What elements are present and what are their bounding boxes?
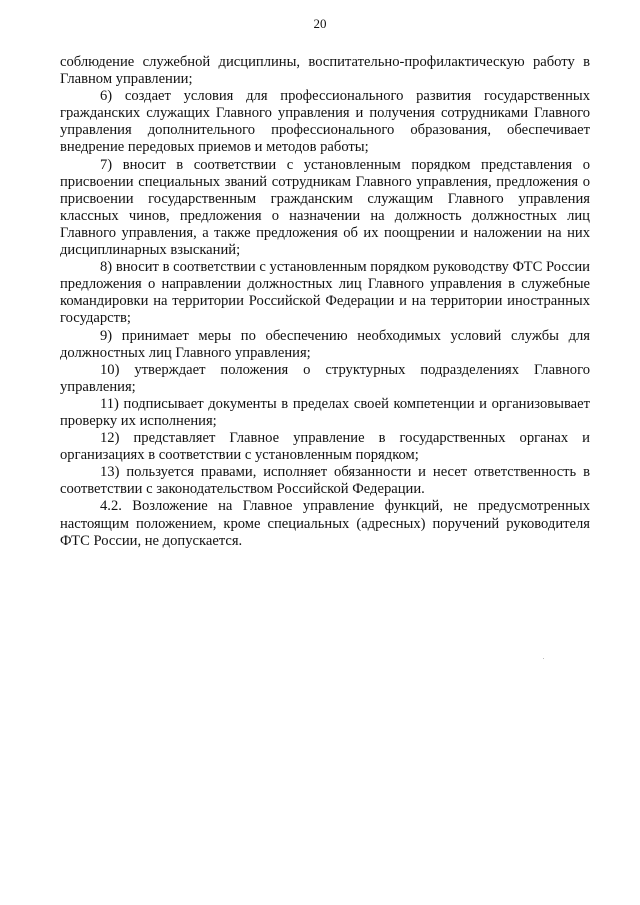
page-number: 20 (313, 16, 327, 31)
list-item-7: 7) вносит в соответствии с установленным порядком представления о присвоении специальных званий сотрудникам Главного управления, предложения о присвоении государственным гражданским служащим Главного управления классных чинов, предложения о назначении на должность должностных лиц Главного управления, а также предложения об их поощрении и наложении на них дисциплинарных взысканий; (60, 156, 590, 259)
scan-speck (543, 658, 544, 659)
document-body (60, 54, 590, 550)
list-item-10: 10) утверждает положения о структурных подразделениях Главного управления; (60, 361, 590, 395)
section-4-2: 4.2. Возложение на Главное управление функций, не предусмотренных настоящим положением, кроме специальных (адресных) поручений руководителя ФТС России, не допускается. (60, 498, 590, 549)
list-item-13: 13) пользуется правами, исполняет обязанности и несет ответственность в соответствии с законодательством Российской Федерации. (60, 464, 590, 498)
list-item-6: 6) создает условия для профессионального развития государственных гражданских служащих Главного управления и получения сотрудниками Главного управления дополнительного профессионального образования, обеспечивает внедрение передовых приемов и методов работы; (60, 88, 590, 156)
list-item-8: 8) вносит в соответствии с установленным порядком руководству ФТС России предложения о направлении должностных лиц Главного управления в служебные командировки на территории Российской Федерации и на территории иностранных государств; (60, 259, 590, 327)
paragraph-continuation: соблюдение служебной дисциплины, воспитательно-профилактическую работу в Главном управлении; (60, 54, 590, 88)
list-item-12: 12) представляет Главное управление в государственных органах и организациях в соответствии с установленным порядком; (60, 430, 590, 464)
list-item-11: 11) подписывает документы в пределах своей компетенции и организовывает проверку их исполнения; (60, 395, 590, 429)
list-item-9: 9) принимает меры по обеспечению необходимых условий службы для должностных лиц Главного управления; (60, 327, 590, 361)
